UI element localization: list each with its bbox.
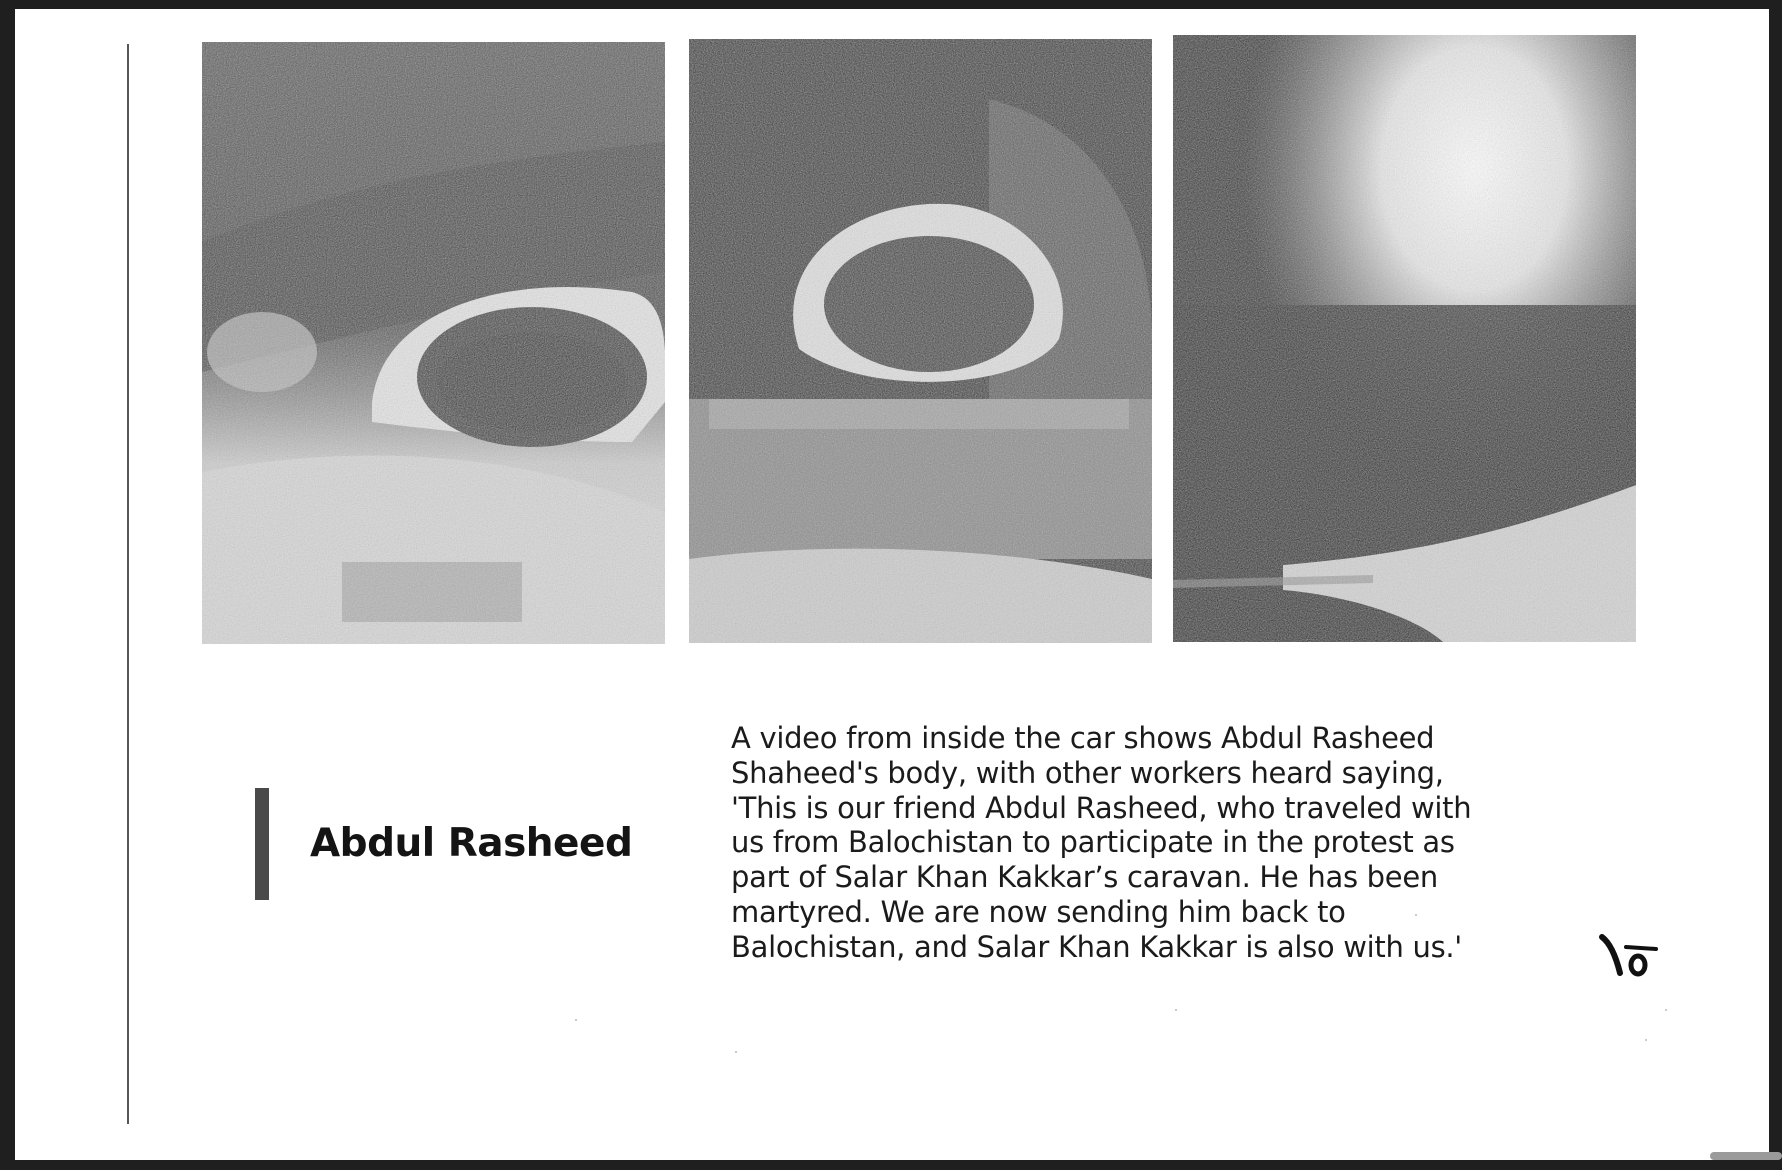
caption-line: 'This is our friend Abdul Rasheed, who traveled with [731, 790, 1472, 825]
scan-speck [575, 1019, 577, 1021]
photo-right-image [1173, 35, 1636, 642]
handwritten-page-mark [1598, 933, 1668, 993]
scan-speck [1645, 1039, 1647, 1041]
page-margin-line [127, 44, 129, 1124]
scrollbar-thumb[interactable] [1710, 1152, 1782, 1160]
document-page [15, 9, 1769, 1160]
caption-line: us from Balochistan to participate in the protest as [731, 825, 1455, 860]
scan-speck [1665, 1009, 1667, 1011]
caption-line: A video from inside the car shows Abdul Rasheed [731, 721, 1435, 755]
photo-left [202, 42, 665, 644]
scan-speck [735, 1051, 737, 1053]
photo-right [1173, 35, 1636, 642]
photo-middle-image [689, 39, 1152, 643]
scan-speck [1175, 1009, 1177, 1011]
caption-line: martyred. We are now sending him back to [731, 894, 1346, 929]
caption-line: Shaheed's body, with other workers heard saying, [731, 755, 1444, 790]
caption-line: part of Salar Khan Kakkar’s caravan. He has been [731, 860, 1438, 895]
photo-middle [689, 39, 1152, 643]
caption-line: Balochistan, and Salar Khan Kakkar is also with us.' [731, 929, 1462, 964]
caption-paragraph [731, 721, 1511, 965]
photo-left-image [202, 42, 665, 644]
scan-speck [1415, 914, 1417, 916]
name-accent-bar [255, 788, 269, 900]
subject-name: Abdul Rasheed [310, 821, 633, 866]
